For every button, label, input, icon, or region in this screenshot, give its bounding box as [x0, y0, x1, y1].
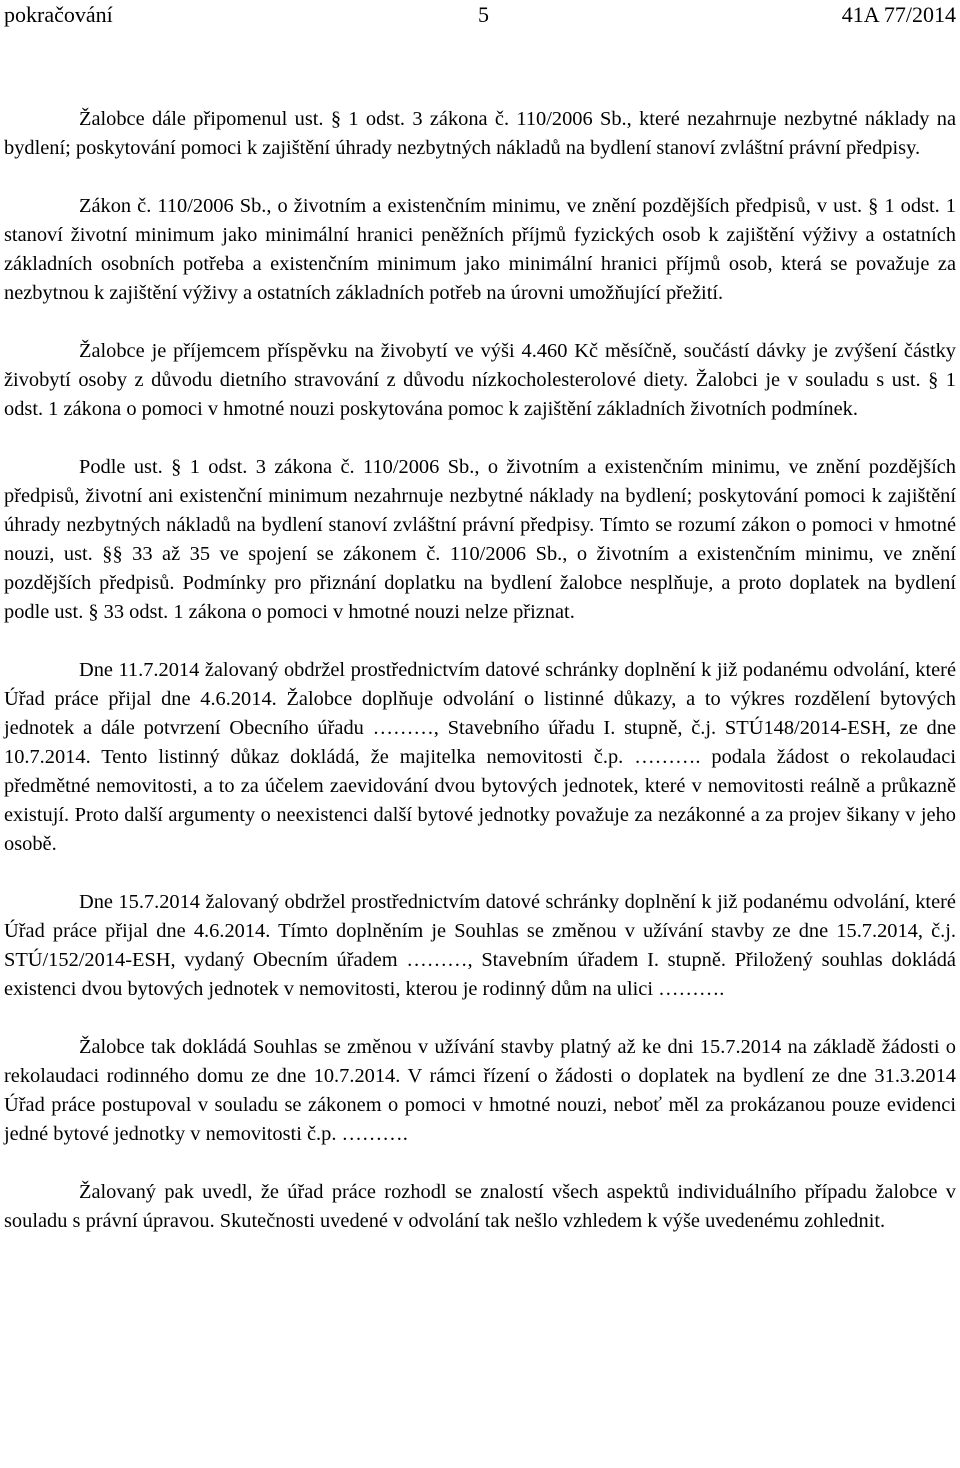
document-body — [4, 105, 956, 1236]
paragraph-1: Žalobce dále připomenul ust. § 1 odst. 3 zákona č. 110/2006 Sb., které nezahrnuje nezbytné náklady na bydlení; poskytování pomoci k zajištění úhrady nezbytných nákladů na bydlení stanoví zvláštní právní předpisy. — [4, 108, 956, 159]
paragraph-2: Zákon č. 110/2006 Sb., o životním a existenčním minimu, ve znění pozdějších předpisů, v ust. § 1 odst. 1 stanoví životní minimum jako minimální hranici peněžních příjmů fyzických osob k zajištění výživy a ostatních základních osobních potřeba a existenčním minimum jako minimální hranici příjmů osob, která se považuje za nezbytnou k zajištění výživy a ostatních základních potřeb na úrovni umožňující přežití. — [4, 195, 956, 304]
paragraph-6: Dne 15.7.2014 žalovaný obdržel prostřednictvím datové schránky doplnění k již podanému odvolání, které Úřad práce přijal dne 4.6.2014. Tímto doplněním je Souhlas se změnou v užívání stavby ze dne 15.7.2014, č.j. STÚ/152/2014-ESH, vydaný Obecním úřadem ………, Stavebním úřadem I. stupně. Přiložený souhlas dokládá existenci dvou bytových jednotek v nemovitosti, kterou je rodinný dům na ulici ………. — [4, 891, 956, 1000]
header-continuation-label: pokračování — [4, 2, 113, 27]
page-header — [4, 0, 956, 30]
paragraph-3: Žalobce je příjemcem příspěvku na živobytí ve výši 4.460 Kč měsíčně, součástí dávky je zvýšení částky živobytí osoby z důvodu dietního stravování z důvodu nízkocholesterolové diety. Žalobci je v souladu s ust. § 1 odst. 1 zákona o pomoci v hmotné nouzi poskytována pomoc k zajištění základních životních podmínek. — [4, 340, 956, 420]
header-case-number: 41A 77/2014 — [841, 2, 956, 27]
paragraph-7: Žalobce tak dokládá Souhlas se změnou v užívání stavby platný až ke dni 15.7.2014 na základě žádosti o rekolaudaci rodinného domu ze dne 10.7.2014. V rámci řízení o žádosti o doplatek na bydlení ze dne 31.3.2014 Úřad práce postupoval v souladu se zákonem o pomoci v hmotné nouzi, neboť měl za prokázanou pouze evidenci jedné bytové jednotky v nemovitosti č.p. ………. — [4, 1036, 956, 1145]
paragraph-8: Žalovaný pak uvedl, že úřad práce rozhodl se znalostí všech aspektů individuálního případu žalobce v souladu s právní úpravou. Skutečnosti uvedené v odvolání tak nešlo vzhledem k výše uvedenému zohlednit. — [4, 1181, 956, 1232]
paragraph-5: Dne 11.7.2014 žalovaný obdržel prostřednictvím datové schránky doplnění k již podanému odvolání, které Úřad práce přijal dne 4.6.2014. Žalobce doplňuje odvolání o listinné důkazy, a to výkres rozdělení bytových jednotek a dále potvrzení Obecního úřadu ………, Stavebního úřadu I. stupně, č.j. STÚ148/2014-ESH, ze dne 10.7.2014. Tento listinný důkaz dokládá, že majitelka nemovitosti č.p. ………. podala žádost o rekolaudaci předmětné nemovitosti, a to za účelem zaevidování dvou bytových jednotek, které v nemovitosti reálně a průkazně existují. Proto další argumenty o neexistenci další bytové jednotky považuje za nezákonné a za projev šikany v jeho osobě. — [4, 659, 956, 855]
paragraph-4: Podle ust. § 1 odst. 3 zákona č. 110/2006 Sb., o životním a existenčním minimu, ve znění pozdějších předpisů, životní ani existenční minimum nezahrnuje nezbytné náklady na bydlení; poskytování pomoci k zajištění úhrady nezbytných nákladů na bydlení stanoví zvláštní právní předpisy. Tímto se rozumí zákon o pomoci v hmotné nouzi, ust. §§ 33 až 35 ve spojení se zákonem č. 110/2006 Sb., o životním a existenčním minimu, ve znění pozdějších předpisů. Podmínky pro přiznání doplatku na bydlení žalobce nesplňuje, a proto doplatek na bydlení podle ust. § 33 odst. 1 zákona o pomoci v hmotné nouzi nelze přiznat. — [4, 456, 956, 623]
header-page-number: 5 — [478, 2, 489, 27]
document-page — [4, 0, 956, 1263]
